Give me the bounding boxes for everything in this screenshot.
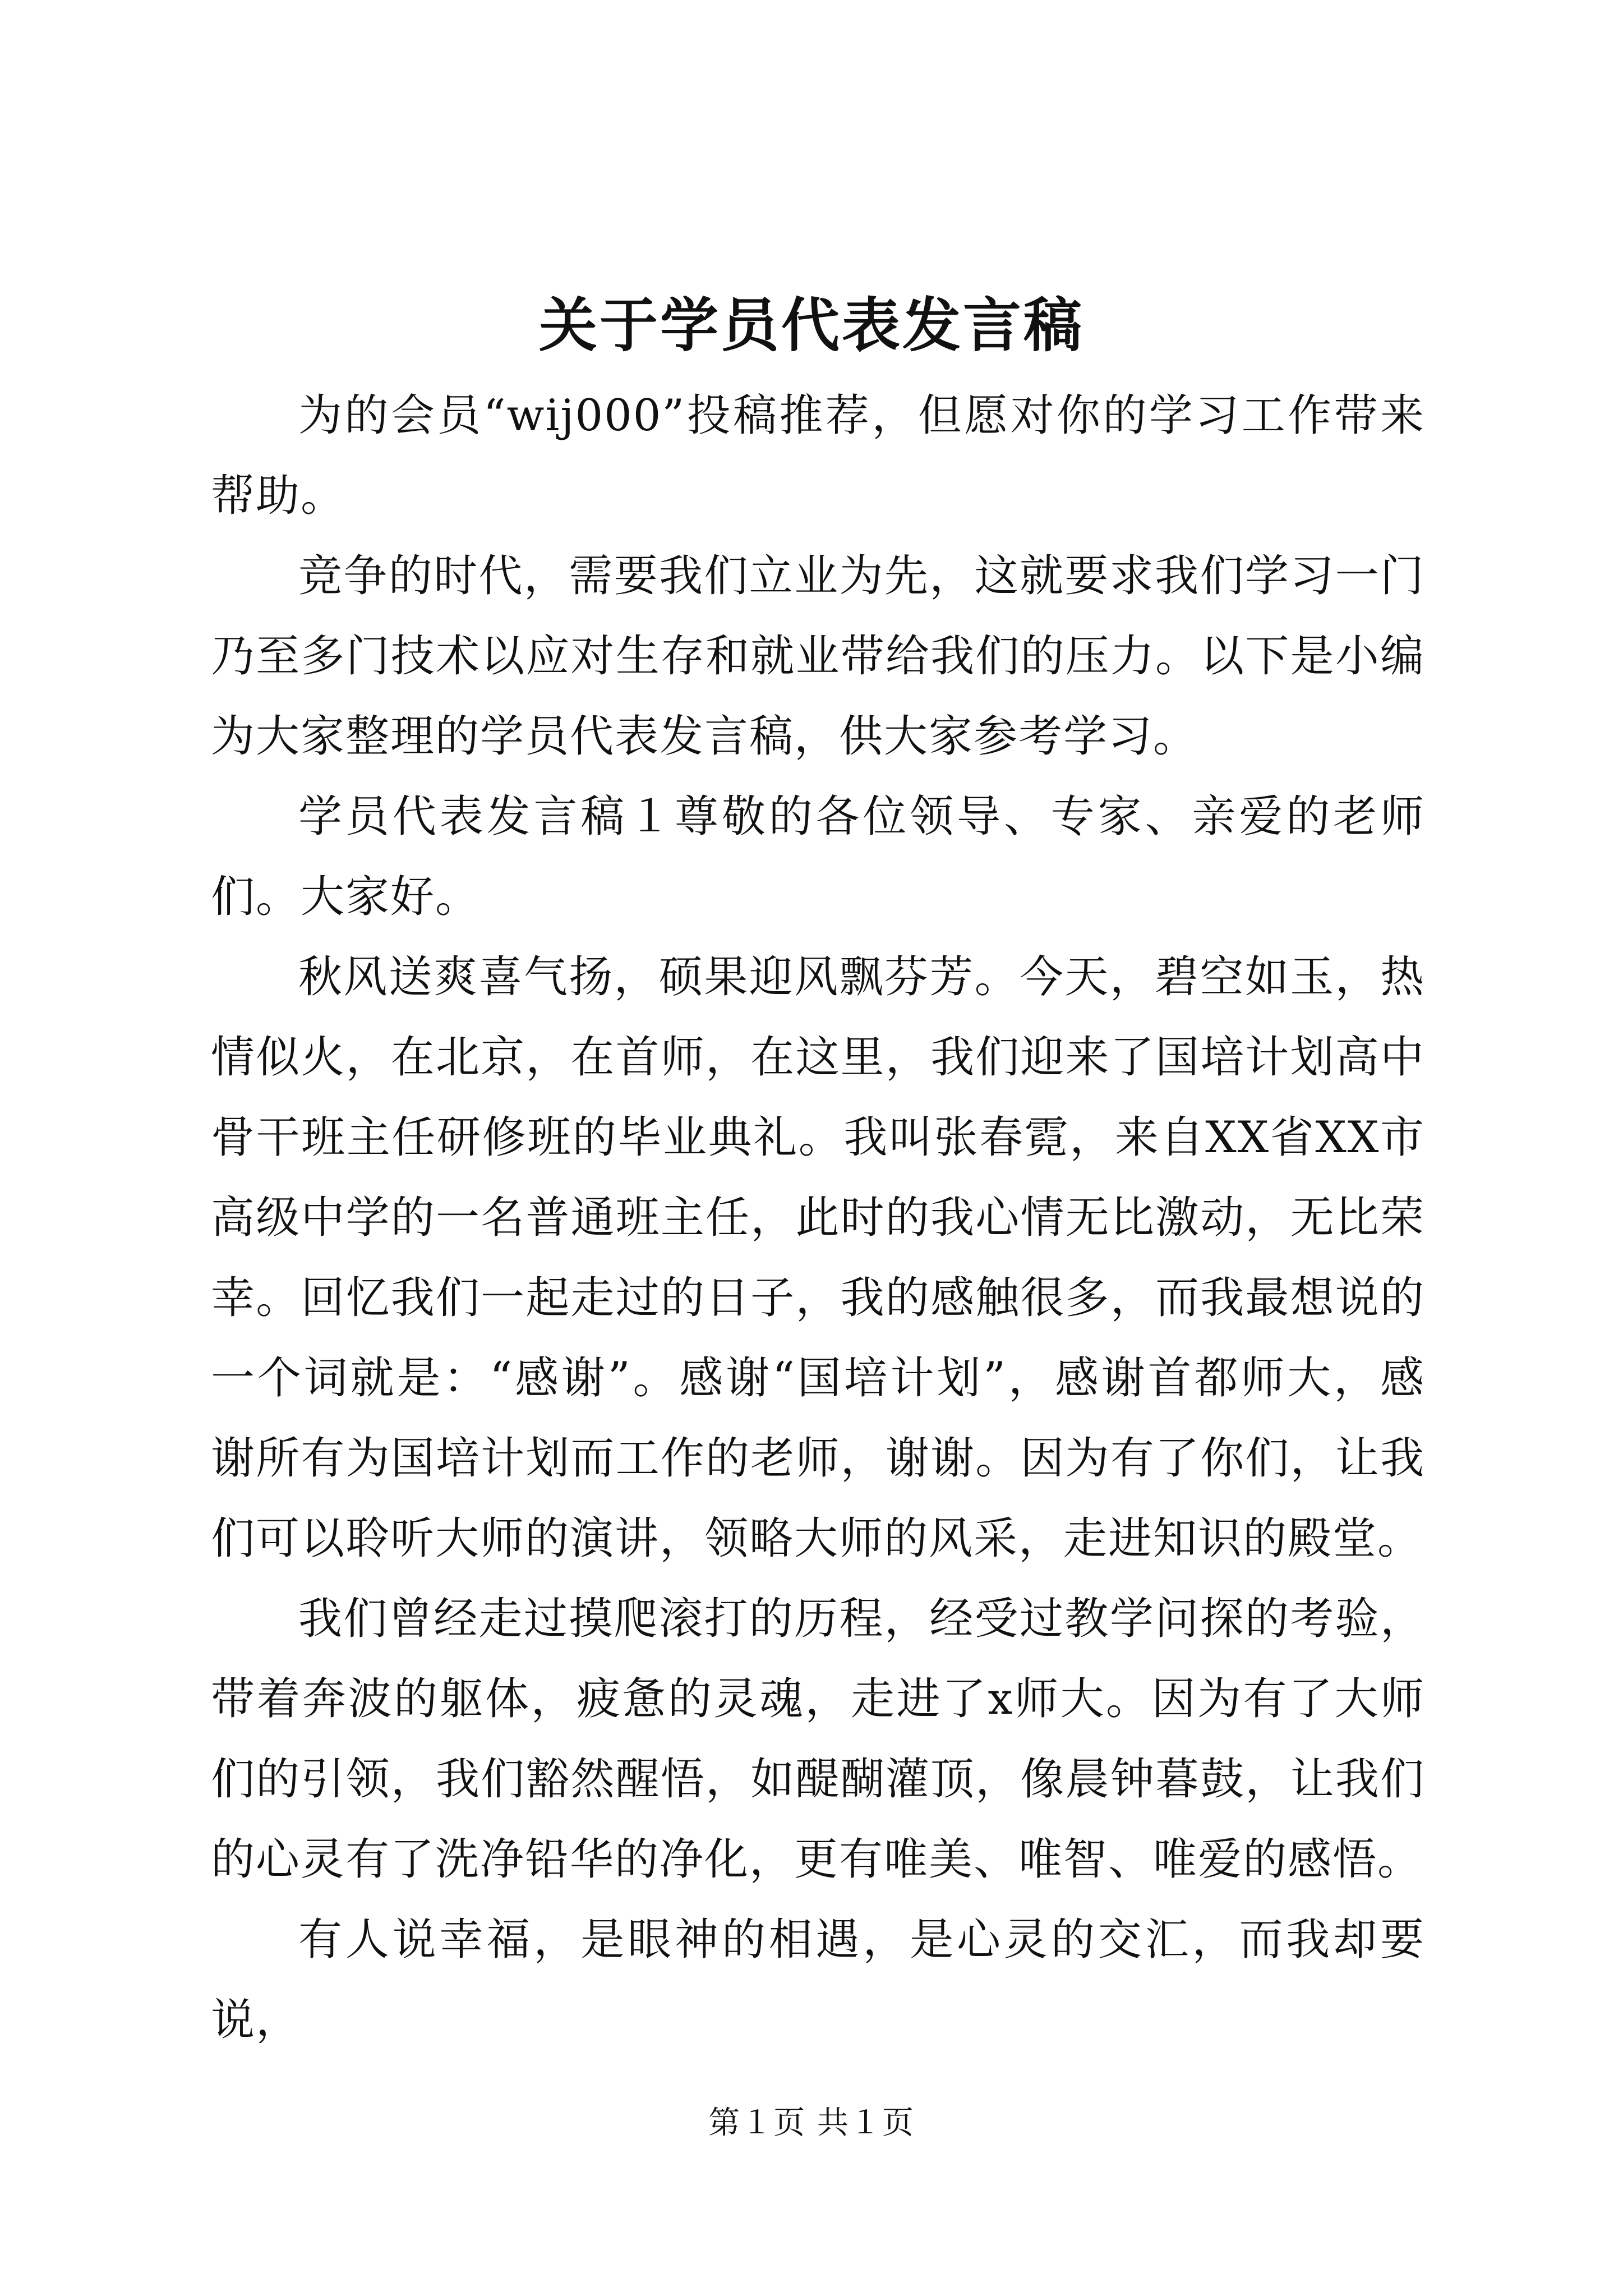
paragraph: 有人说幸福，是眼神的相遇，是心灵的交汇，而我却要说， [211, 1915, 1425, 2045]
paragraph: 学员代表发言稿１尊敬的各位领导、专家、亲爱的老师们。大家好。 [211, 792, 1425, 922]
paragraph: 为的会员“wij000”投稿推荐，但愿对你的学习工作带来帮助。 [211, 390, 1425, 521]
page-footer: 第１页 共１页 [708, 2105, 915, 2141]
document-title: 关于学员代表发言稿 [538, 291, 1084, 360]
paragraph: 我们曾经走过摸爬滚打的历程，经受过教学问探的考验，带着奔波的躯体，疲惫的灵魂，走进了x师大。因为有了大师们的引领，我们豁然醒悟，如醍醐灌顶，像晨钟暮鼓，让我们的心灵有了洗净铅华的净化，更有唯美、唯智、唯爱的感悟。 [211, 1594, 1425, 1885]
paragraph: 秋风送爽喜气扬，硕果迎风飘芬芳。今天，碧空如玉，热情似火，在北京，在首师，在这里，我们迎来了国培计划高中骨干班主任研修班的毕业典礼。我叫张春霓，来自XX省XX市高级中学的一名普通班主任，此时的我心情无比激动，无比荣幸。回忆我们一起走过的日子，我的感触很多，而我最想说的一个词就是：“感谢”。感谢“国培计划”，感谢首都师大，感谢所有为国培计划而工作的老师，谢谢。因为有了你们，让我们可以聆听大师的演讲，领略大师的风采，走进知识的殿堂。 [211, 952, 1425, 1564]
document-body [211, 376, 1425, 2060]
paragraph: 竞争的时代，需要我们立业为先，这就要求我们学习一门乃至多门技术以应对生存和就业带给我们的压力。以下是小编为大家整理的学员代表发言稿，供大家参考学习。 [211, 551, 1425, 762]
